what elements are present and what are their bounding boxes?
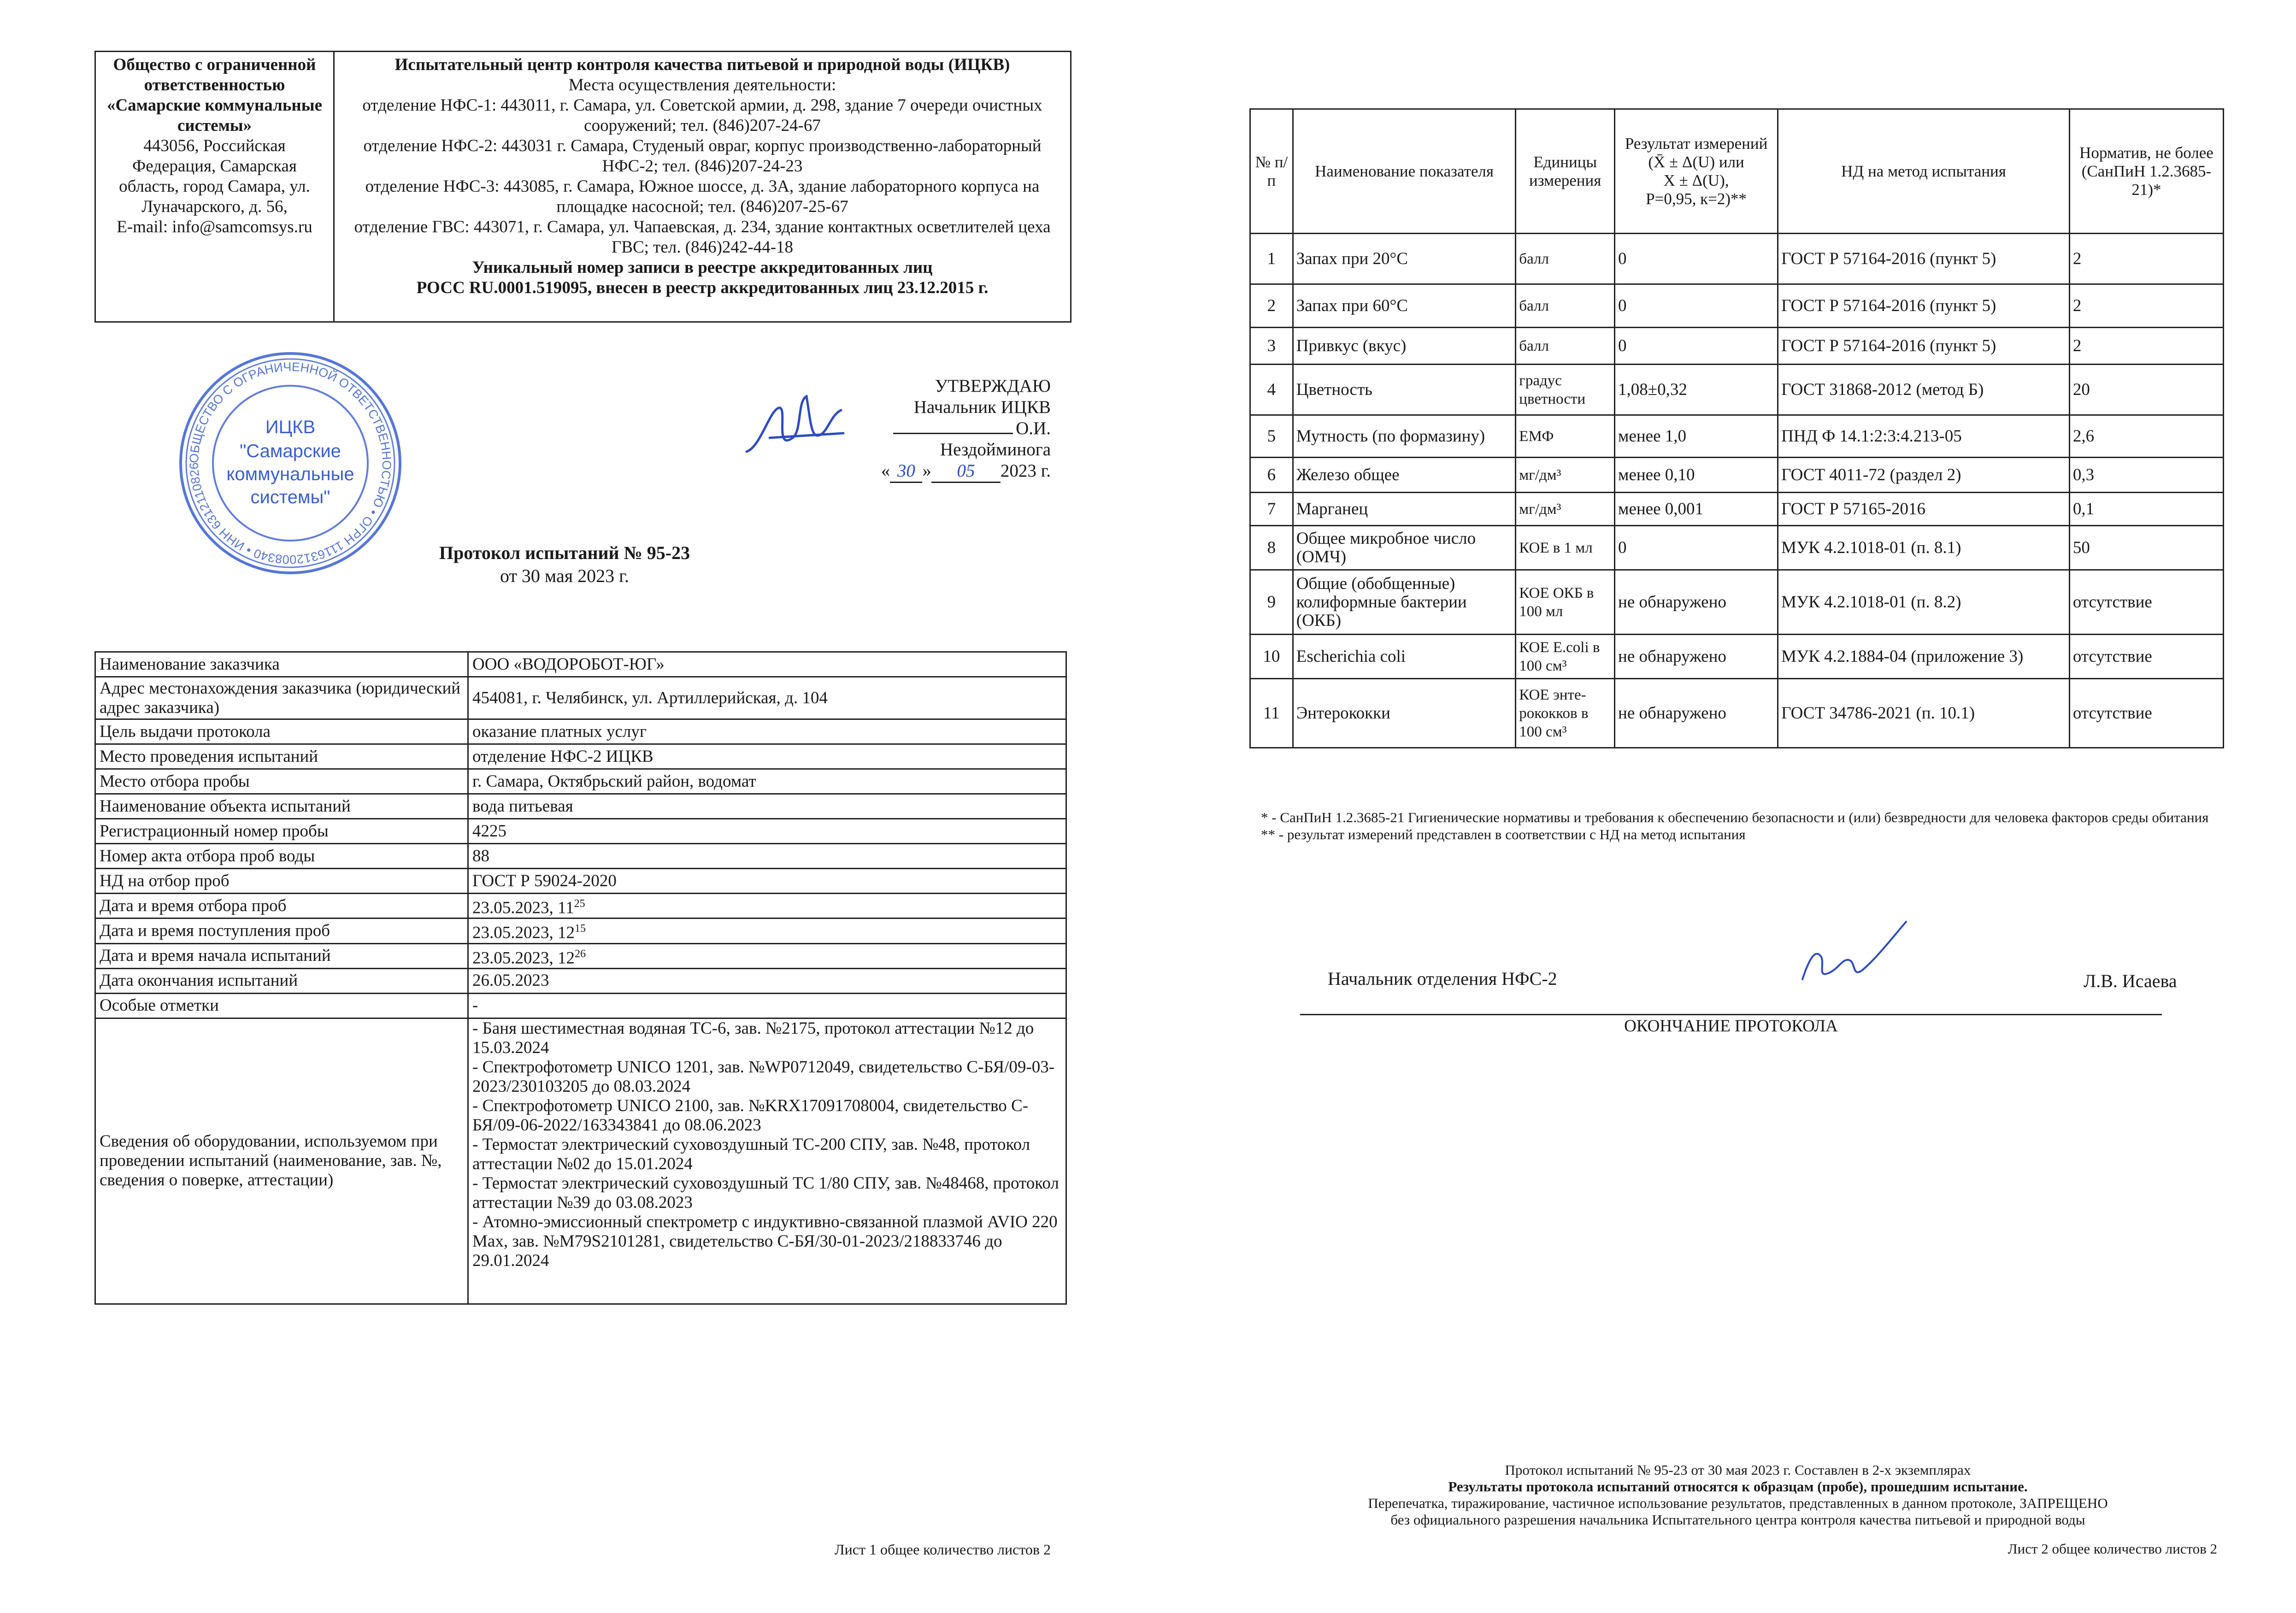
info-row	[95, 844, 1066, 869]
test-method: ГОСТ Р 57164-2016 (пункт 5)	[1778, 284, 2070, 328]
info-label: Адрес местонахождения заказчика (юридический адрес заказчика)	[95, 677, 468, 719]
nfs2-address: отделение НФС-2: 443031 г. Самара, Студеный овраг, корпус производственно-лабораторный НФС-2; тел. (846)207-24-23	[363, 136, 1042, 176]
registry-line-1: Уникальный номер записи в реестре аккредитованных лиц	[472, 258, 933, 277]
equipment-list	[468, 1018, 1066, 1304]
indicator-result: 1,08±0,32	[1615, 365, 1778, 415]
info-label: Дата и время поступления проб	[95, 918, 468, 943]
info-value: 23.05.2023, $11^{25}$	[468, 894, 1066, 918]
info-label: Цель выдачи протокола	[95, 719, 468, 744]
indicator-norm: отсутствие	[2069, 635, 2223, 679]
approver-position: Начальник ИЦКВ	[913, 397, 1051, 417]
org-email: E-mail: info@samcomsys.ru	[117, 218, 312, 236]
indicator-result: 0	[1615, 526, 1778, 570]
info-label: Наименование объекта испытаний	[95, 794, 468, 819]
indicator-result: менее 0,001	[1615, 493, 1778, 526]
result-row	[1250, 234, 2224, 284]
indicator-name: Привкус (вкус)	[1293, 328, 1516, 365]
result-row	[1250, 493, 2224, 526]
indicator-norm: 2,6	[2069, 415, 2223, 458]
equipment-item: - Спектрофотометр UNICO 1201, зав. №WP0712049, свидетельство С-БЯ/09-03-2023/230103205 до 08.03.2024	[472, 1057, 1055, 1096]
indicator-norm: 0,3	[2069, 458, 2223, 493]
svg-text:ОБЩЕСТВО С ОГРАНИЧЕННОЙ ОТВЕТС	[187, 360, 394, 566]
indicator-result: не обнаружено	[1615, 570, 1778, 635]
col-name: Наименование показателя	[1293, 109, 1516, 234]
col-unit: Единицы измерения	[1516, 109, 1615, 234]
approval-block	[820, 376, 1051, 483]
org-type: Общество с ограниченной ответственностью	[113, 55, 316, 94]
info-value: вода питьевая	[468, 794, 1066, 819]
indicator-norm: 0,1	[2069, 493, 2223, 526]
info-row	[95, 677, 1066, 719]
col-result: Результат измерений (X̄ ± Δ(U) или X ± Δ(U), P=0,95, к=2)**	[1615, 109, 1778, 234]
indicator-norm: 50	[2069, 526, 2223, 570]
indicator-name: Мутность (по формазину)	[1293, 415, 1516, 458]
indicator-result: 0	[1615, 284, 1778, 328]
info-label: Наименование заказчика	[95, 652, 468, 677]
info-row	[95, 894, 1066, 918]
info-label: Место проведения испытаний	[95, 744, 468, 769]
nfs1-address: отделение НФС-1: 443011, г. Самара, ул. Советской армии, д. 298, здание 7 очереди очистных сооружений; тел. (846)207-24-67	[362, 96, 1042, 135]
gvs-address: отделение ГВС: 443071, г. Самара, ул. Чапаевская, д. 234, здание контактных осветлителей цеха ГВС; тел. (846)242-44-18	[354, 218, 1051, 257]
test-method: МУК 4.2.1884-04 (приложение 3)	[1778, 635, 2070, 679]
page-2-footer: Лист 2 общее количество листов 2	[2008, 1541, 2217, 1557]
test-method: ГОСТ Р 57164-2016 (пункт 5)	[1778, 234, 2070, 284]
row-number: 1	[1250, 234, 1293, 284]
indicator-unit: КОЕ в 1 мл	[1516, 526, 1615, 570]
footnote-2: ** - результат измерений представлен в соответствии с НД на метод испытания	[1261, 826, 1746, 842]
info-label: Номер акта отбора проб воды	[95, 844, 468, 869]
indicator-unit: балл	[1516, 328, 1615, 365]
info-value: ООО «ВОДОРОБОТ-ЮГ»	[468, 652, 1066, 677]
page-1-footer: Лист 1 общее количество листов 2	[834, 1541, 1051, 1558]
info-row	[95, 869, 1066, 894]
test-method: МУК 4.2.1018-01 (п. 8.1)	[1778, 526, 2070, 570]
row-number: 9	[1250, 570, 1293, 635]
signature-divider	[1300, 1014, 2162, 1015]
header-table	[94, 51, 1071, 323]
signer-title: Начальник отделения НФС-2	[1328, 968, 1557, 989]
result-row	[1250, 458, 2224, 493]
result-row	[1250, 365, 2224, 415]
indicator-name: Цветность	[1293, 365, 1516, 415]
info-value: 4225	[468, 819, 1066, 844]
indicator-name: Общее микробное число (ОМЧ)	[1293, 526, 1516, 570]
test-method: ГОСТ Р 57164-2016 (пункт 5)	[1778, 328, 2070, 365]
stamp-line-3: системы"	[250, 487, 330, 507]
row-number: 2	[1250, 284, 1293, 328]
stamp-ring-text: ОБЩЕСТВО С ОГРАНИЧЕННОЙ ОТВЕТСТВЕННОСТЬЮ • ОГРН 1116312008340 • ИНН 6312110826	[187, 359, 394, 567]
indicator-norm: 2	[2069, 328, 2223, 365]
info-label: Дата и время отбора проб	[95, 894, 468, 918]
info-row	[95, 918, 1066, 943]
row-number: 7	[1250, 493, 1293, 526]
info-value: 23.05.2023, $12^{26}$	[468, 943, 1066, 968]
info-label: Дата окончания испытаний	[95, 968, 468, 993]
test-method: ГОСТ 31868-2012 (метод Б)	[1778, 365, 2070, 415]
info-label: Особые отметки	[95, 993, 468, 1018]
indicator-unit: балл	[1516, 284, 1615, 328]
center-cell	[334, 52, 1071, 322]
row-number: 4	[1250, 365, 1293, 415]
indicator-name: Запах при 60°С	[1293, 284, 1516, 328]
indicator-name: Запах при 20°С	[1293, 234, 1516, 284]
info-label: НД на отбор проб	[95, 869, 468, 894]
col-norm: Норматив, не более (СанПиН 1.2.3685-21)*	[2069, 109, 2223, 234]
org-address: 443056, Российская Федерация, Самарская область, город Самара, ул. Луначарского, д. 56,	[119, 136, 310, 216]
indicator-result: не обнаружено	[1615, 679, 1778, 748]
test-method: ПНД Ф 14.1:2:3:4.213-05	[1778, 415, 2070, 458]
approve-date: « 30 » 05 2023 г.	[820, 460, 1051, 483]
signer-signature	[1793, 915, 1913, 989]
org-name: «Самарские коммунальные системы»	[106, 96, 323, 135]
footnote-1: * - СанПиН 1.2.3685-21 Гигиенические нормативы и требования к обеспечению безопасности и (или) безвредности для человека факторов среды обитания	[1261, 809, 2209, 825]
indicator-result: 0	[1615, 328, 1778, 365]
footnotes	[1261, 809, 2229, 843]
row-number: 3	[1250, 328, 1293, 365]
indicator-name: Марганец	[1293, 493, 1516, 526]
approve-label: УТВЕРЖДАЮ	[935, 376, 1051, 396]
result-row	[1250, 570, 2224, 635]
indicator-name: Общие (обобщенные) колиформные бактерии (ОКБ)	[1293, 570, 1516, 635]
protocol-title: Протокол испытаний № 95-23	[439, 542, 690, 563]
info-value: г. Самара, Октябрьский район, водомат	[468, 769, 1066, 794]
indicator-unit: ЕМФ	[1516, 415, 1615, 458]
row-number: 6	[1250, 458, 1293, 493]
result-row	[1250, 415, 2224, 458]
indicator-result: 0	[1615, 234, 1778, 284]
nfs3-address: отделение НФС-3: 443085, г. Самара, Южное шоссе, д. 3А, здание лабораторного корпуса на площадке насосной; тел. (846)207-25-67	[365, 177, 1040, 216]
indicator-norm: отсутствие	[2069, 570, 2223, 635]
footer-line-4: без официального разрешения начальника Испытательного центра контроля качества питьевой и природной воды	[1390, 1512, 2085, 1528]
indicator-unit: КОЕ ОКБ в 100 мл	[1516, 570, 1615, 635]
result-row	[1250, 679, 2224, 748]
info-value: 23.05.2023, $12^{15}$	[468, 918, 1066, 943]
info-value: 454081, г. Челябинск, ул. Артиллерийская, д. 104	[468, 677, 1066, 719]
footer-line-1: Протокол испытаний № 95-23 от 30 мая 2023 г. Составлен в 2-х экземплярах	[1505, 1462, 1971, 1478]
equipment-item: - Спектрофотометр UNICO 2100, зав. №KRX17091708004, свидетельство С-БЯ/09-06-2022/163343841 до 08.06.2023	[472, 1096, 1029, 1135]
indicator-norm: 2	[2069, 234, 2223, 284]
results-table	[1249, 108, 2224, 748]
equipment-item: - Термостат электрический суховоздушный ТС-200 СПУ, зав. №48, протокол аттестации №02 до 15.01.2024	[472, 1135, 1030, 1173]
info-row	[95, 968, 1066, 993]
info-label: Регистрационный номер пробы	[95, 819, 468, 844]
info-value: оказание платных услуг	[468, 719, 1066, 744]
indicator-name: Железо общее	[1293, 458, 1516, 493]
info-row	[95, 769, 1066, 794]
info-row	[95, 943, 1066, 968]
signer-name: Л.В. Исаева	[2084, 971, 2177, 991]
info-value: -	[468, 993, 1066, 1018]
col-num: № п/п	[1250, 109, 1293, 234]
row-number: 5	[1250, 415, 1293, 458]
info-label: Место отбора пробы	[95, 769, 468, 794]
stamp-line-2: коммунальные	[226, 464, 354, 484]
indicator-norm: отсутствие	[2069, 679, 2223, 748]
row-number: 8	[1250, 526, 1293, 570]
org-cell	[95, 52, 334, 322]
result-row	[1250, 635, 2224, 679]
test-method: ГОСТ 34786-2021 (п. 10.1)	[1778, 679, 2070, 748]
result-row	[1250, 526, 2224, 570]
test-method: ГОСТ Р 57165-2016	[1778, 493, 2070, 526]
equipment-item: - Баня шестиместная водяная ТС-6, зав. №2175, протокол аттестации №12 до 15.03.2024	[472, 1018, 1034, 1057]
approver-name: О.И. Нездойминога	[820, 418, 1051, 460]
result-row	[1250, 284, 2224, 328]
indicator-unit: КОЕ энте-рококков в 100 см³	[1516, 679, 1615, 748]
info-value: отделение НФС-2 ИЦКВ	[468, 744, 1066, 769]
result-row	[1250, 328, 2224, 365]
info-row	[95, 744, 1066, 769]
indicator-result: менее 1,0	[1615, 415, 1778, 458]
indicator-norm: 2	[2069, 284, 2223, 328]
page-2-footer-notes	[1259, 1462, 2217, 1528]
indicator-unit: балл	[1516, 234, 1615, 284]
test-method: ГОСТ 4011-72 (раздел 2)	[1778, 458, 2070, 493]
info-row	[95, 652, 1066, 677]
indicator-result: менее 0,10	[1615, 458, 1778, 493]
row-number: 11	[1250, 679, 1293, 748]
info-value: 26.05.2023	[468, 968, 1066, 993]
indicator-unit: мг/дм³	[1516, 458, 1615, 493]
places-title: Места осуществления деятельности:	[568, 76, 836, 94]
info-row	[95, 819, 1066, 844]
stamp-line-1: "Самарские	[240, 441, 341, 461]
info-row	[95, 993, 1066, 1018]
indicator-result: не обнаружено	[1615, 635, 1778, 679]
indicator-unit: мг/дм³	[1516, 493, 1615, 526]
indicator-name: Энтерококки	[1293, 679, 1516, 748]
protocol-title-block	[369, 542, 760, 588]
registry-line-2: РОСС RU.0001.519095, внесен в реестр аккредитованных лиц 23.12.2015 г.	[416, 278, 989, 297]
info-value: 88	[468, 844, 1066, 869]
indicator-unit: градус цветности	[1516, 365, 1615, 415]
equipment-item: - Термостат электрический суховоздушный ТС 1/80 СПУ, зав. №48468, протокол аттестации №39 до 03.08.2023	[472, 1173, 1059, 1212]
indicator-name: Escherichia coli	[1293, 635, 1516, 679]
equipment-item: - Атомно-эмиссионный спектрометр с индуктивно-связанной плазмой AVIO 220 Max, зав. №M79S2101281, свидетельство С-БЯ/30-01-2023/218833746 до 29.01.2024	[472, 1212, 1058, 1270]
page-2	[1148, 0, 2296, 1613]
col-method: НД на метод испытания	[1778, 109, 2070, 234]
indicator-norm: 20	[2069, 365, 2223, 415]
info-row	[95, 719, 1066, 744]
indicator-unit: КОЕ E.coli в 100 см³	[1516, 635, 1615, 679]
protocol-date: от 30 мая 2023 г.	[500, 565, 630, 586]
info-value: ГОСТ Р 59024-2020	[468, 869, 1066, 894]
row-number: 10	[1250, 635, 1293, 679]
info-row	[95, 794, 1066, 819]
test-method: МУК 4.2.1018-01 (п. 8.2)	[1778, 570, 2070, 635]
equipment-row	[95, 1018, 1066, 1304]
equipment-label: Сведения об оборудовании, используемом при проведении испытаний (наименование, зав. №, сведения о поверке, аттестации)	[95, 1018, 468, 1304]
protocol-end: ОКОНЧАНИЕ ПРОТОКОЛА	[1624, 1017, 1838, 1036]
center-title: Испытательный центр контроля качества питьевой и природной воды (ИЦКВ)	[394, 55, 1010, 74]
footer-line-3: Перепечатка, тиражирование, частичное использование результатов, представленных в данном протоколе, ЗАПРЕЩЕНО	[1368, 1495, 2108, 1511]
info-label: Дата и время начала испытаний	[95, 943, 468, 968]
protocol-info-table	[94, 651, 1067, 1305]
stamp-abbr: ИЦКВ	[265, 417, 316, 437]
footer-line-2: Результаты протокола испытаний относятся к образцам (пробе), прошедшим испытание.	[1448, 1478, 2028, 1495]
